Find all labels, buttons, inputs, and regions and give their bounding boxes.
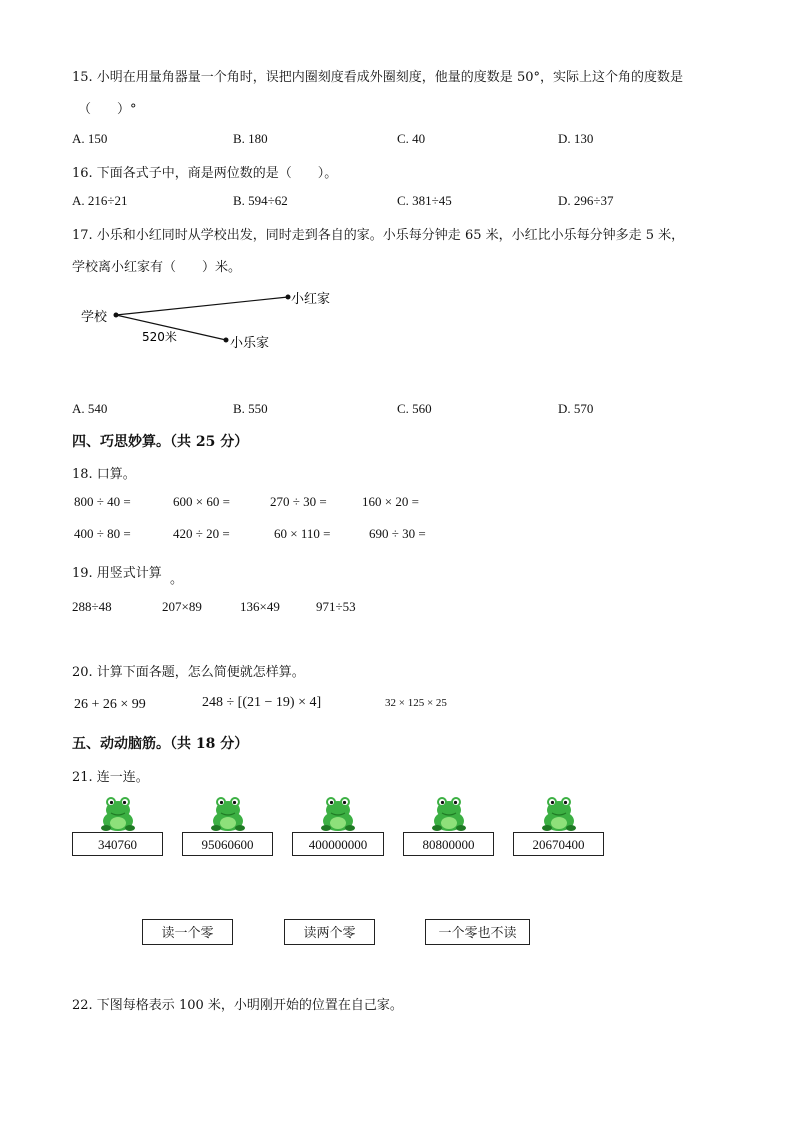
section4-heading: 四、巧思妙算。（共 25 分）	[72, 434, 249, 450]
reading-box-one-zero[interactable]: 读一个零	[142, 919, 233, 945]
q18-item: 60 × 110 =	[274, 526, 331, 541]
number-box-95060600[interactable]: 95060600	[182, 832, 273, 856]
q17-option-d[interactable]: D. 570	[558, 401, 594, 416]
q19-text: 19. 用竖式计算	[72, 566, 162, 581]
q18-item: 690 ÷ 30 =	[369, 526, 426, 541]
q16-option-b[interactable]: B. 594÷62	[233, 193, 288, 208]
number-box-340760[interactable]: 340760	[72, 832, 163, 856]
q16-option-a[interactable]: A. 216÷21	[72, 193, 128, 208]
q17-option-a[interactable]: A. 540	[72, 401, 108, 416]
q17-option-b[interactable]: B. 550	[233, 401, 268, 416]
number-box-400000000[interactable]: 400000000	[292, 832, 384, 856]
q16-option-d[interactable]: D. 296÷37	[558, 193, 614, 208]
q18-item: 270 ÷ 30 =	[270, 494, 327, 509]
q18-item: 600 × 60 =	[173, 494, 230, 509]
number-box-20670400[interactable]: 20670400	[513, 832, 604, 856]
q22-text: 22. 下图每格表示 100 米，小明刚开始的位置在自己家。	[72, 998, 403, 1013]
q15-option-b[interactable]: B. 180	[233, 131, 268, 146]
q18-item: 400 ÷ 80 =	[74, 526, 131, 541]
q19-item: 971÷53	[316, 599, 356, 614]
section5-heading: 五、动动脑筋。（共 18 分）	[72, 736, 249, 752]
number-box-80800000[interactable]: 80800000	[403, 832, 494, 856]
q18-item: 160 × 20 =	[362, 494, 419, 509]
xiaohong-point	[286, 295, 291, 300]
q15-line2: （ ）°	[78, 102, 137, 117]
q15-option-d[interactable]: D. 130	[558, 131, 594, 146]
frog-icon	[431, 794, 467, 832]
q17-line2: 学校离小红家有（ ）米。	[72, 260, 242, 275]
frog-icon	[210, 794, 246, 832]
q20-text: 20. 计算下面各题，怎么简便就怎样算。	[72, 665, 305, 680]
q20-item: 32 × 125 × 25	[385, 697, 447, 709]
q19-dot: 。	[170, 572, 184, 587]
distance-label: 520米	[142, 330, 177, 344]
xiaole-label: 小乐家	[230, 336, 270, 351]
xiaole-point	[224, 338, 229, 343]
q15-option-c[interactable]: C. 40	[397, 131, 426, 146]
xiaohong-label: 小红家	[291, 292, 331, 307]
q17-line1: 17. 小乐和小红同时从学校出发，同时走到各自的家。小乐每分钟走 65 米，小红比小乐每分钟多走 5 米，	[72, 228, 685, 243]
frog-icon	[320, 794, 356, 832]
q18-item: 420 ÷ 20 =	[173, 526, 230, 541]
reading-box-no-zero[interactable]: 一个零也不读	[425, 919, 530, 945]
frog-icon	[100, 794, 136, 832]
q20-item: 248 ÷ [(21 − 19) × 4]	[202, 695, 322, 710]
frog-icon	[541, 794, 577, 832]
q16-option-c[interactable]: C. 381÷45	[397, 193, 452, 208]
q17-option-c[interactable]: C. 560	[397, 401, 432, 416]
q16-text: 16. 下面各式子中，商是两位数的是（ ）。	[72, 166, 338, 181]
school-point	[114, 313, 119, 318]
route-school-to-xiaohong	[116, 297, 288, 315]
q19-item: 136×49	[240, 599, 280, 614]
q20-item: 26 + 26 × 99	[74, 697, 146, 712]
q18-text: 18. 口算。	[72, 467, 136, 482]
q15-line1: 15. 小明在用量角器量一个角时，误把内圈刻度看成外圈刻度，他量的度数是 50°，实际上这个角的度数是	[72, 70, 683, 85]
q21-text: 21. 连一连。	[72, 770, 149, 785]
q17-route-diagram	[70, 285, 370, 360]
school-label: 学校	[81, 310, 108, 325]
q18-item: 800 ÷ 40 =	[74, 494, 131, 509]
q15-option-a[interactable]: A. 150	[72, 131, 108, 146]
reading-box-two-zeros[interactable]: 读两个零	[284, 919, 375, 945]
q19-item: 207×89	[162, 599, 202, 614]
q19-item: 288÷48	[72, 599, 112, 614]
